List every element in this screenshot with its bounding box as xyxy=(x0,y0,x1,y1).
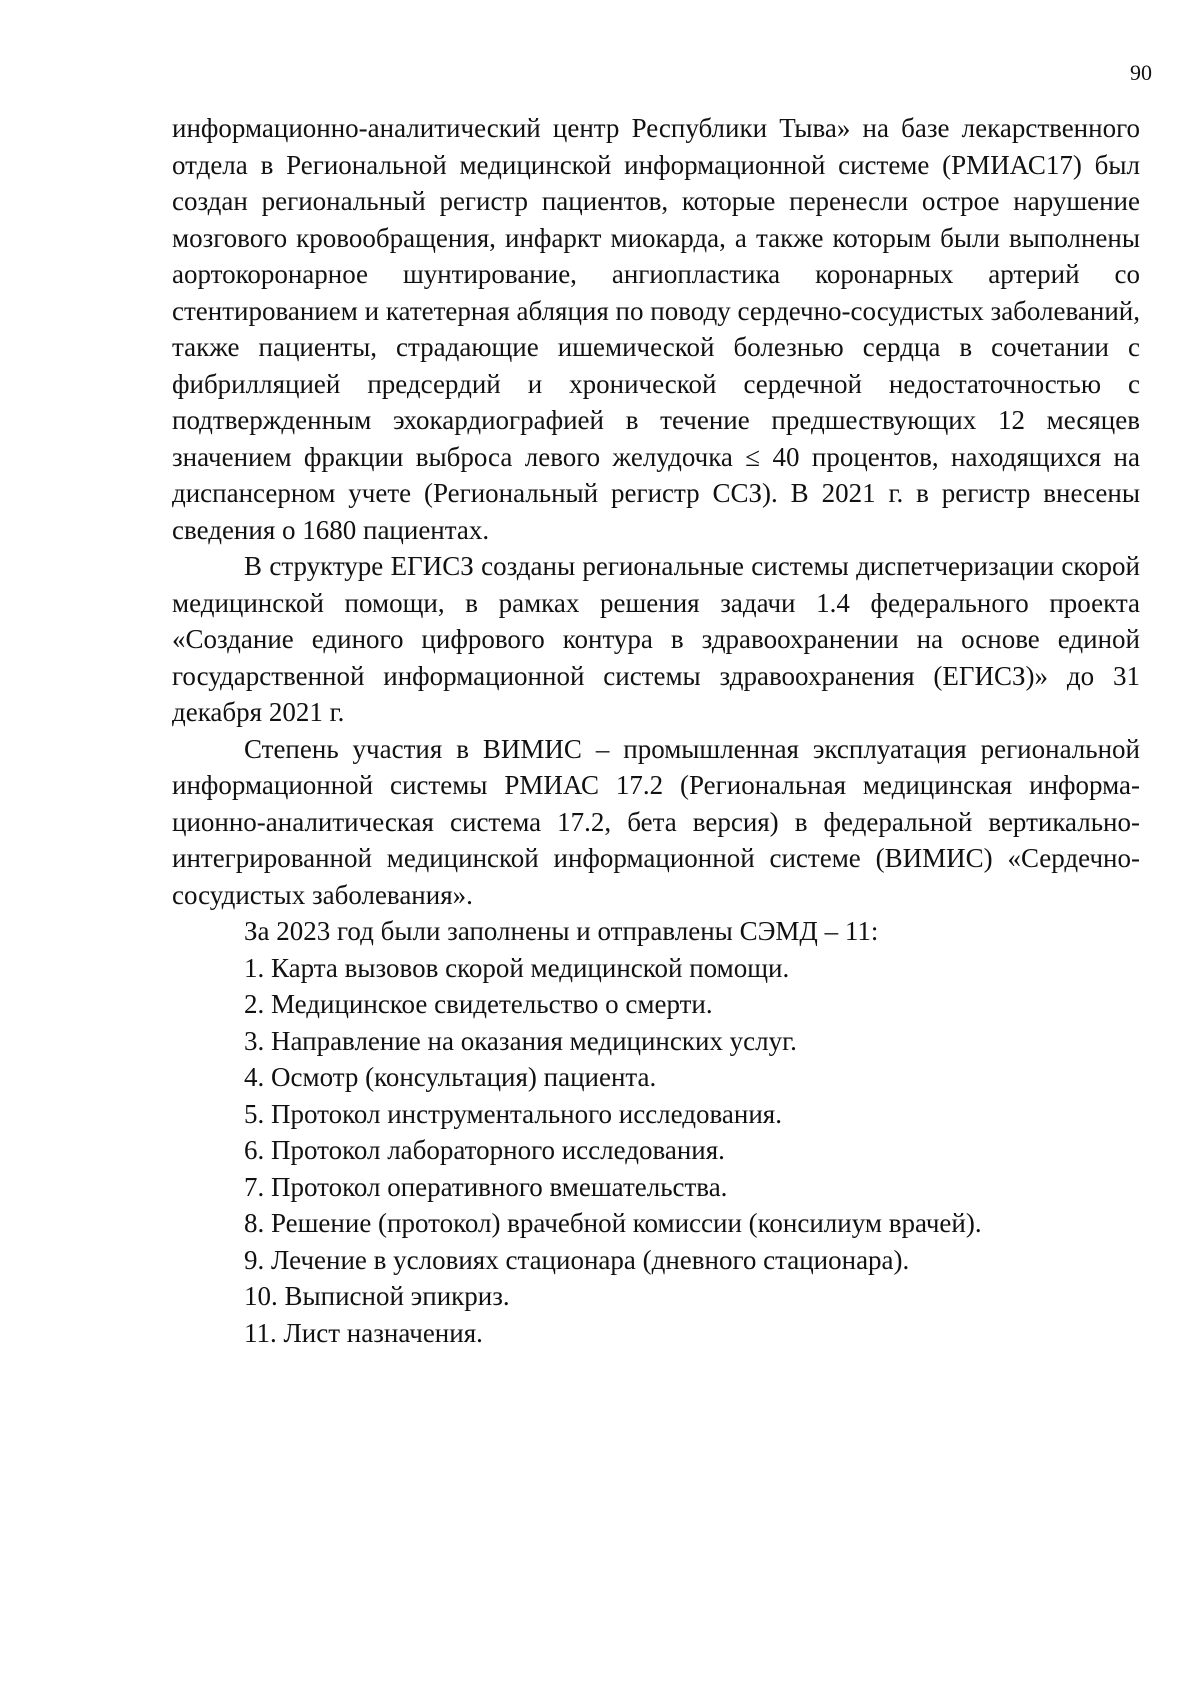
paragraph-registry: информационно-аналитический центр Республики Тыва» на базе лекарственного отдела в Региональной медицинской информационной системе (РМИАС17) был создан региональный регистр пациентов, которые перенесли острое нарушение мозгового кровообращения, инфаркт миокарда, а также которым были выполнены аортокоронарное шунтирование, ангиопластика коронарных артерий со стентированием и катетерная абляция по поводу сердечно-сосудистых заболеваний, также пациенты, страдающие ишемической болезнью сердца в сочетании с фибрилляцией предсердий и хронической сердечной недостаточностью с подтвержденным эхокардиографией в течение предшествующих 12 месяцев значением фракции выброса левого желудочка ≤ 40 процентов, находящихся на диспансерном учете (Региональный регистр ССЗ). В 2021 г. в регистр внесены сведения о 1680 пациентах. xyxy=(172,113,1140,545)
list-item: 8. Решение (протокол) врачебной комиссии (консилиум врачей). xyxy=(244,1208,982,1238)
page-number: 90 xyxy=(1130,60,1152,85)
list-item: 4. Осмотр (консультация) пациента. xyxy=(244,1062,657,1092)
semd-list-intro: За 2023 год были заполнены и отправлены СЭМД – 11: xyxy=(244,916,879,946)
page-content xyxy=(172,110,1140,1351)
paragraph-vimis-participation: Степень участия в ВИМИС – промышленная эксплуатация региональной информационной системы РМИАС 17.2 (Региональная медицинская информационно-аналитическая система 17.2, бета версия) в федеральной вертикально-интегрированной медицинской информационной системе (ВИМИС) «Сердечно-сосудистых заболевания». xyxy=(172,733,1140,910)
list-item: 6. Протокол лабораторного исследования. xyxy=(244,1135,725,1165)
semd-list xyxy=(172,950,1140,1352)
list-item: 7. Протокол оперативного вмешательства. xyxy=(244,1171,728,1202)
list-item: 11. Лист назначения. xyxy=(244,1317,483,1348)
paragraph-egisz-dispatch: В структуре ЕГИСЗ созданы региональные системы диспетчеризации скорой медицинской помощи, в рамках решения задачи 1.4 федерального проекта «Создание единого цифрового контура в здравоохранении на основе единой государственной информационной системы здравоохранения (ЕГИСЗ)» до 31 декабря 2021 г. xyxy=(172,551,1140,727)
list-item: 5. Протокол инструментального исследования. xyxy=(244,1098,782,1129)
list-item: 3. Направление на оказания медицинских услуг. xyxy=(244,1025,797,1056)
list-item: 1. Карта вызовов скорой медицинской помощи. xyxy=(244,952,790,983)
list-item: 9. Лечение в условиях стационара (дневного стационара). xyxy=(244,1244,910,1275)
list-item: 10. Выписной эпикриз. xyxy=(244,1281,510,1311)
list-item: 2. Медицинское свидетельство о смерти. xyxy=(244,989,713,1019)
